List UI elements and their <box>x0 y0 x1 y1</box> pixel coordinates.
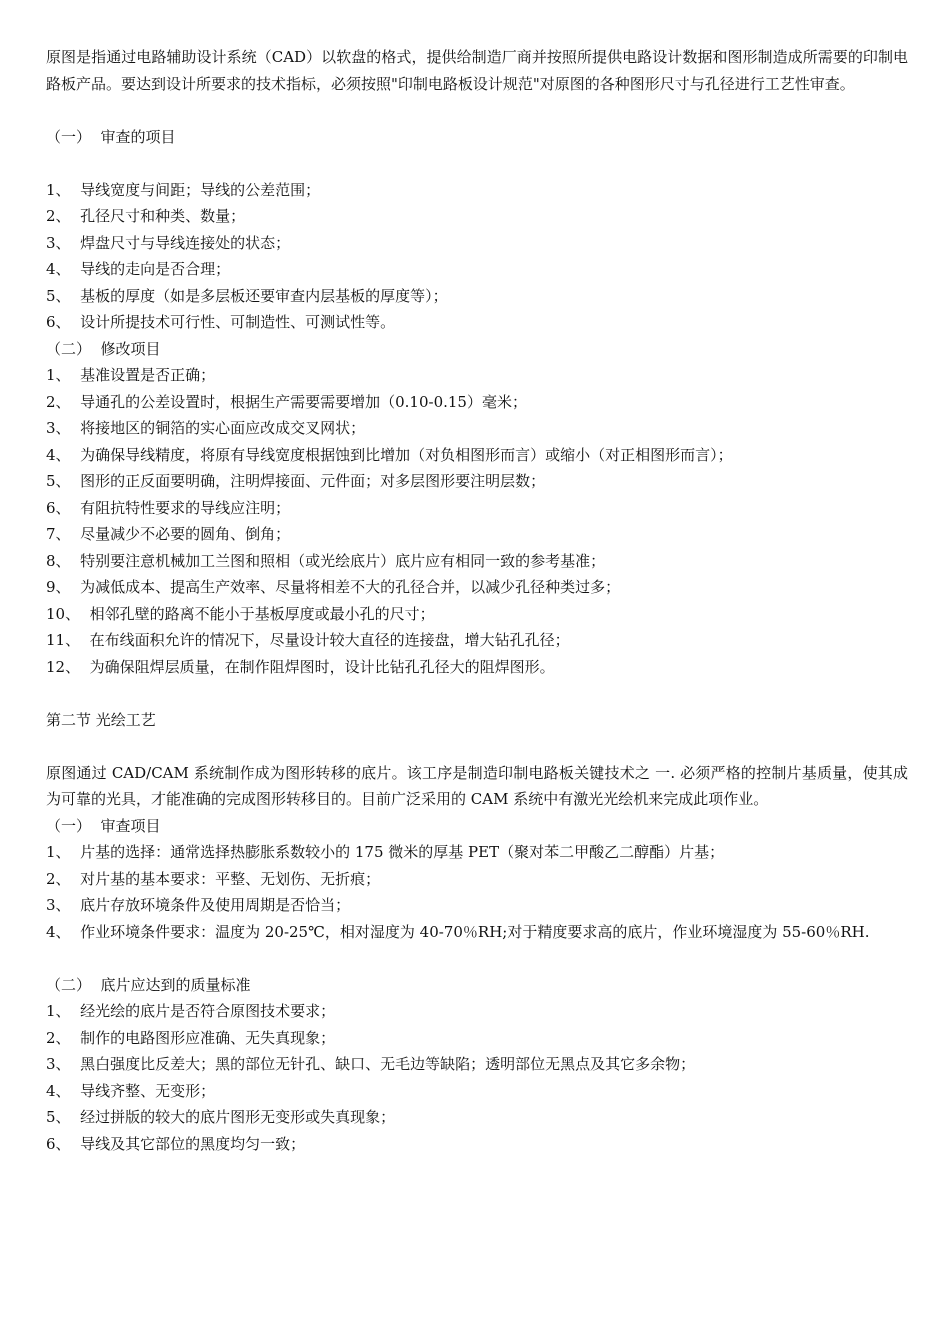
section1-intro-paragraph: 原图是指通过电路辅助设计系统（CAD）以软盘的格式，提供给制造厂商并按照所提供电路设计数据和图形制造成所需要的印制电路板产品。要达到设计所要求的技术指标，必须按照"印制电路板设计规范"对原图的各种图形尺寸与孔径进行工艺性审查。 <box>46 48 908 93</box>
section2-intro-paragraph: 原图通过 CAD/CAM 系统制作成为图形转移的底片。该工序是制造印制电路板关键技术之 一. 必须严格的控制片基质量，使其成为可靠的光具，才能准确的完成图形转移目的。目前广泛采用的 CAM 系统中有激光光绘机来完成此项作业。 <box>46 763 908 808</box>
item-number: 5、 <box>46 472 81 490</box>
item-number: 1、 <box>46 843 81 861</box>
item-number: 6、 <box>46 498 81 517</box>
item-number: 11、 <box>46 631 90 649</box>
item-text: 对片基的基本要求：平整、无划伤、无折痕； <box>80 869 381 888</box>
item-text: 设计所提技术可行性、可制造性、可测试性等。 <box>80 313 396 331</box>
quality-standard-heading: （二） 底片应达到的质量标准 <box>46 975 251 994</box>
list-item <box>46 468 908 495</box>
review-items-list <box>46 177 908 336</box>
list-item <box>46 362 908 389</box>
item-number: 1、 <box>46 366 81 384</box>
item-number: 2、 <box>46 392 81 411</box>
item-number: 4、 <box>46 922 81 941</box>
item-text: 导线齐整、无变形； <box>80 1081 216 1100</box>
item-text: 导通孔的公差设置时，根据生产需要需要增加（0.10-0.15）毫米； <box>80 392 527 411</box>
list-item <box>46 230 908 257</box>
item-text: 焊盘尺寸与导线连接处的状态； <box>80 233 291 252</box>
item-text: 基准设置是否正确； <box>80 366 216 384</box>
list-item <box>46 521 908 548</box>
item-text: 基板的厚度（如是多层板还要审查内层基板的厚度等）； <box>80 286 448 305</box>
list-item <box>46 415 908 442</box>
item-text: 为减低成本、提高生产效率、尽量将相差不大的孔径合并，以减少孔径种类过多； <box>80 578 621 596</box>
item-number: 8、 <box>46 551 81 570</box>
list-item <box>46 1104 908 1131</box>
item-number: 7、 <box>46 525 81 543</box>
item-number: 4、 <box>46 1081 81 1100</box>
item-text: 有阻抗特性要求的导线应注明； <box>80 498 291 517</box>
item-number: 4、 <box>46 445 81 464</box>
spacer <box>46 97 908 124</box>
item-text: 片基的选择：通常选择热膨胀系数较小的 175 微米的厚基 PET（聚对苯二甲酸乙二醇酯）片基； <box>80 843 725 861</box>
item-number: 5、 <box>46 286 81 305</box>
item-number: 3、 <box>46 233 81 252</box>
list-item <box>46 919 908 946</box>
document-page <box>46 44 908 1157</box>
item-number: 1、 <box>46 1002 81 1020</box>
list-item <box>46 283 908 310</box>
list-item <box>46 389 908 416</box>
list-item <box>46 892 908 919</box>
item-text: 作业环境条件要求：温度为 20-25℃，相对湿度为 40-70％RH;对于精度要求高的底片，作业环境湿度为 55-60％RH. <box>80 922 870 941</box>
item-text: 图形的正反面要明确，注明焊接面、元件面；对多层图形要注明层数； <box>80 472 546 490</box>
list-item <box>46 998 908 1025</box>
item-number: 9、 <box>46 578 81 596</box>
list-item <box>46 654 908 681</box>
item-text: 经光绘的底片是否符合原图技术要求； <box>80 1002 336 1020</box>
item-number: 5、 <box>46 1108 81 1126</box>
section2-review-heading: （一） 审查项目 <box>46 816 161 835</box>
section2-title: 第二节 光绘工艺 <box>46 710 156 729</box>
list-item <box>46 177 908 204</box>
item-text: 尽量减少不必要的圆角、倒角； <box>80 525 291 543</box>
section2-review-list <box>46 839 908 945</box>
item-number: 4、 <box>46 260 81 278</box>
review-items-heading: （一） 审查的项目 <box>46 127 176 146</box>
modify-items-list <box>46 362 908 680</box>
item-text: 相邻孔壁的路离不能小于基板厚度或最小孔的尺寸； <box>89 604 435 623</box>
item-text: 黑白强度比反差大；黑的部位无针孔、缺口、无毛边等缺陷；透明部位无黑点及其它多余物； <box>80 1055 696 1073</box>
spacer <box>46 733 908 760</box>
spacer <box>46 945 908 972</box>
modify-items-heading: （二） 修改项目 <box>46 339 161 358</box>
item-number: 12、 <box>46 657 90 676</box>
item-text: 导线宽度与间距；导线的公差范围； <box>80 180 321 199</box>
item-number: 3、 <box>46 896 81 914</box>
item-text: 制作的电路图形应准确、无失真现象； <box>80 1028 336 1047</box>
item-number: 2、 <box>46 207 81 225</box>
spacer <box>46 150 908 177</box>
item-number: 3、 <box>46 1055 81 1073</box>
item-text: 在布线面积允许的情况下，尽量设计较大直径的连接盘，增大钻孔孔径； <box>89 631 570 649</box>
item-text: 为确保导线精度，将原有导线宽度根据蚀到比增加（对负相图形而言）或缩小（对正相图形而言）； <box>80 445 733 464</box>
item-text: 导线及其它部位的黑度均匀一致； <box>80 1134 306 1153</box>
item-text: 为确保阻焊层质量，在制作阻焊图时，设计比钻孔孔径大的阻焊图形。 <box>89 657 555 676</box>
list-item <box>46 627 908 654</box>
item-number: 1、 <box>46 180 81 199</box>
item-text: 底片存放环境条件及使用周期是否恰当； <box>80 896 351 914</box>
item-text: 经过拼版的较大的底片图形无变形或失真现象； <box>80 1108 396 1126</box>
item-number: 6、 <box>46 1134 81 1153</box>
list-item <box>46 495 908 522</box>
list-item <box>46 1131 908 1158</box>
list-item <box>46 203 908 230</box>
item-text: 导线的走向是否合理； <box>80 260 231 278</box>
list-item <box>46 1025 908 1052</box>
item-number: 2、 <box>46 869 81 888</box>
item-number: 2、 <box>46 1028 81 1047</box>
list-item <box>46 839 908 866</box>
quality-standard-list <box>46 998 908 1157</box>
list-item <box>46 1051 908 1078</box>
item-number: 10、 <box>46 604 90 623</box>
list-item <box>46 256 908 283</box>
list-item <box>46 442 908 469</box>
item-text: 将接地区的铜箔的实心面应改成交叉网状； <box>80 419 366 437</box>
list-item <box>46 574 908 601</box>
list-item <box>46 309 908 336</box>
list-item <box>46 601 908 628</box>
list-item <box>46 866 908 893</box>
list-item <box>46 1078 908 1105</box>
spacer <box>46 680 908 707</box>
item-number: 6、 <box>46 313 81 331</box>
item-text: 孔径尺寸和种类、数量； <box>80 207 246 225</box>
item-number: 3、 <box>46 419 81 437</box>
item-text: 特别要注意机械加工兰图和照相（或光绘底片）底片应有相同一致的参考基准； <box>80 551 606 570</box>
list-item <box>46 548 908 575</box>
